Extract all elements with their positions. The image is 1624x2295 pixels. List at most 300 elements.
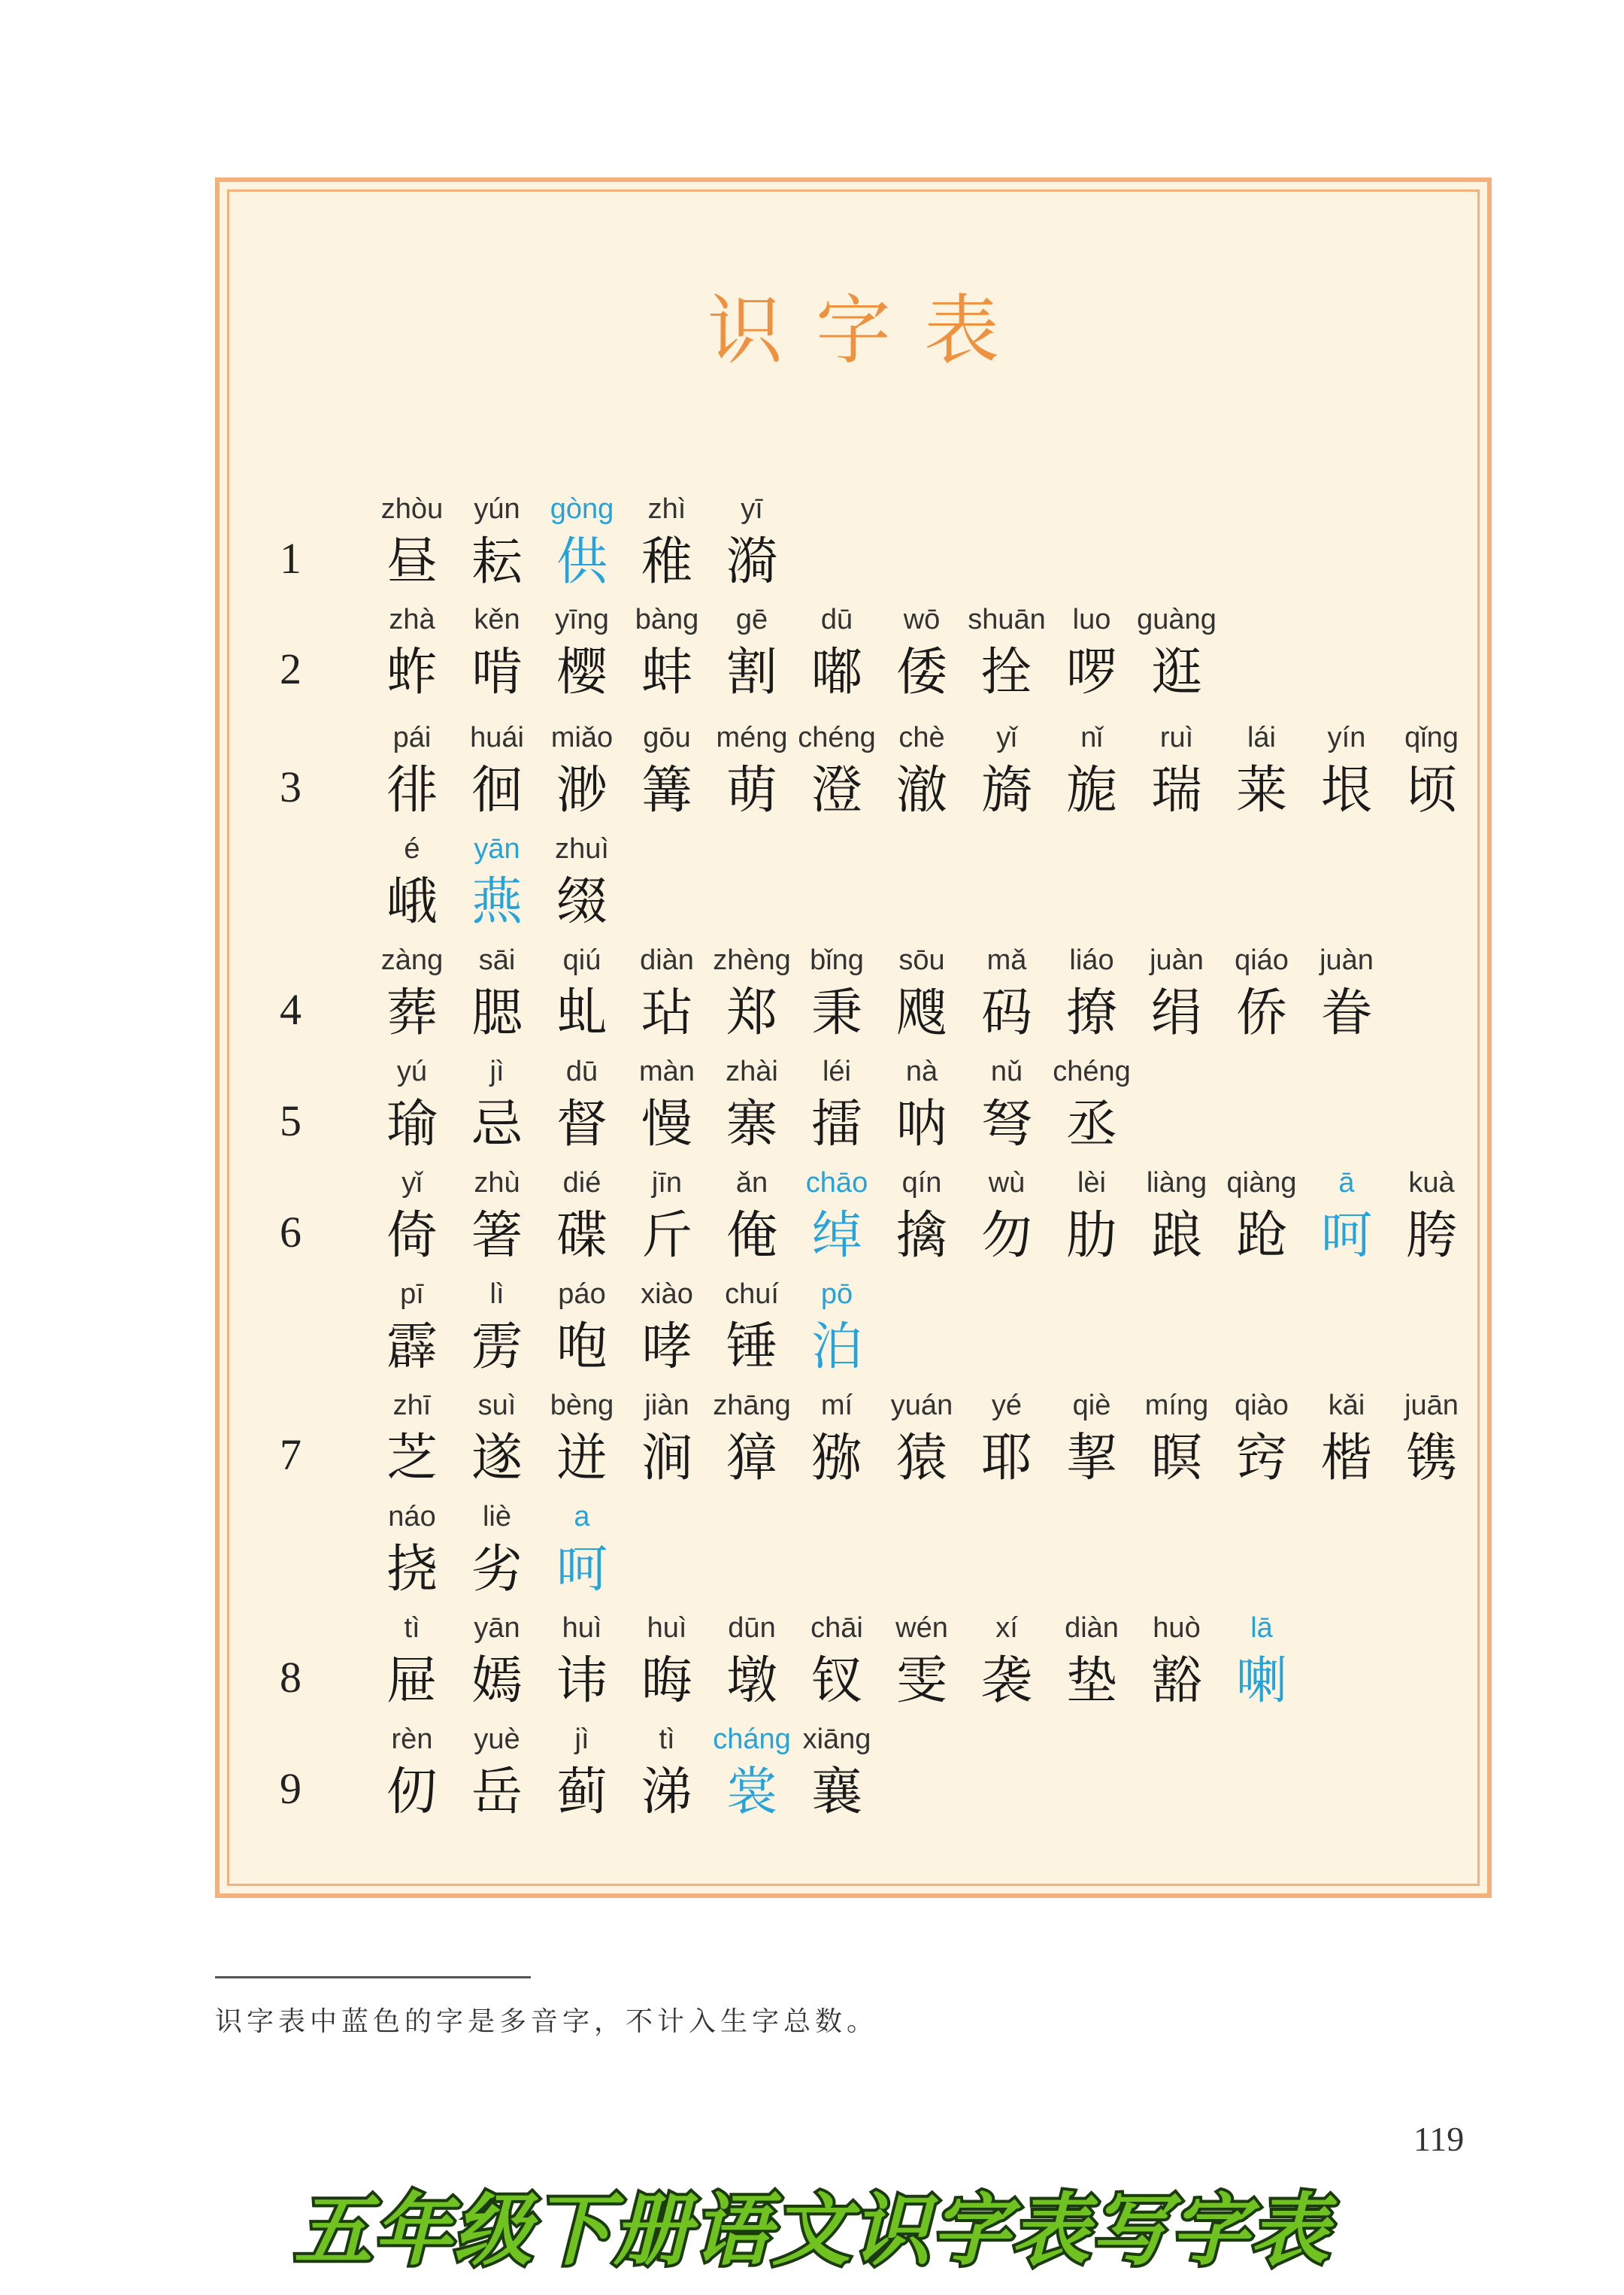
hanzi: 撩: [1065, 984, 1117, 1043]
hanzi: 拴: [980, 643, 1032, 702]
char-cell: [1389, 1387, 1474, 1492]
pinyin: jiàn: [644, 1390, 689, 1421]
hanzi: 跄: [1235, 1206, 1287, 1266]
char-row: [220, 1387, 1487, 1492]
char-cell: [795, 1164, 879, 1269]
pinyin: zhì: [647, 493, 686, 525]
char-row: [220, 1275, 1487, 1381]
hanzi: 窍: [1235, 1429, 1287, 1488]
char-cell: [795, 1053, 879, 1158]
pinyin: dū: [565, 1056, 598, 1087]
hanzi: 擂: [810, 1095, 862, 1154]
char-cell: [1050, 1053, 1134, 1158]
hanzi: 耶: [980, 1429, 1032, 1488]
char-cell: [625, 1609, 709, 1714]
char-cell: [965, 1609, 1049, 1714]
char-cell: [1050, 1164, 1134, 1269]
char-cell: [710, 490, 794, 596]
hanzi: 秉: [810, 984, 862, 1043]
char-cell: [795, 1720, 879, 1826]
char-cell: [965, 1387, 1049, 1492]
hanzi: 擒: [895, 1206, 947, 1266]
pinyin: sāi: [478, 944, 516, 976]
char-cell: [880, 1609, 964, 1714]
pinyin: mǎ: [986, 944, 1027, 976]
pinyin: chéng: [798, 722, 876, 753]
lesson-number: 5: [280, 1096, 301, 1145]
lesson-number: 3: [280, 762, 301, 811]
hanzi: 芝: [386, 1429, 438, 1488]
char-cell: [1135, 941, 1219, 1047]
pinyin: méng: [716, 722, 788, 753]
char-cell: [1220, 1609, 1304, 1714]
hanzi: 镌: [1405, 1429, 1457, 1488]
pinyin: luo: [1072, 604, 1111, 635]
lesson-number: 7: [280, 1430, 301, 1479]
pinyin: jì: [489, 1056, 504, 1087]
char-cell: [880, 601, 964, 706]
char-cell: [795, 601, 879, 706]
lesson-number: 6: [280, 1208, 301, 1257]
pinyin: zhèng: [713, 944, 791, 976]
hanzi: 眷: [1320, 984, 1372, 1043]
footnote-divider: [215, 1976, 531, 1978]
char-cell: [455, 1053, 539, 1158]
pinyin: yīng: [555, 604, 609, 635]
pinyin: zhī: [392, 1390, 432, 1421]
char-row: [220, 941, 1487, 1047]
hanzi: 倚: [386, 1206, 438, 1266]
pinyin: kǎi: [1328, 1390, 1365, 1421]
char-cell: [880, 941, 964, 1047]
char-cell: [710, 1609, 794, 1714]
hanzi: 讳: [556, 1651, 607, 1711]
hanzi: 墩: [726, 1651, 777, 1711]
char-cell: [370, 1053, 454, 1158]
pinyin: bàng: [635, 604, 699, 635]
char-cell: [540, 719, 624, 824]
pinyin: qiào: [1235, 1390, 1289, 1421]
pinyin: dūn: [728, 1612, 776, 1644]
hanzi: 绢: [1150, 984, 1202, 1043]
pinyin: tì: [659, 1724, 675, 1755]
char-cell: [370, 830, 454, 935]
hanzi: 蚱: [386, 643, 438, 702]
hanzi: 迸: [556, 1429, 607, 1488]
hanzi: 垠: [1320, 761, 1372, 820]
hanzi: 瑜: [386, 1095, 438, 1154]
char-cell: [1050, 1609, 1134, 1714]
char-cell: [710, 1053, 794, 1158]
hanzi: 钗: [810, 1651, 862, 1711]
char-cell: [370, 1275, 454, 1381]
char-cell: [880, 1053, 964, 1158]
char-row: [220, 490, 1487, 596]
pinyin: nǔ: [990, 1056, 1023, 1087]
pinyin: gōu: [643, 722, 691, 753]
pinyin: lì: [489, 1278, 504, 1310]
pinyin: màn: [639, 1056, 695, 1087]
pinyin: é: [404, 833, 420, 865]
hanzi: 飕: [895, 984, 947, 1043]
char-cell: [625, 941, 709, 1047]
hanzi: 涕: [641, 1763, 692, 1822]
hanzi: 寨: [726, 1095, 777, 1154]
pinyin: yān: [474, 1612, 520, 1644]
pinyin: zàng: [380, 944, 444, 976]
char-cell: [455, 601, 539, 706]
hanzi: 峨: [386, 872, 438, 932]
char-cell: [1135, 1387, 1219, 1492]
hanzi: 督: [556, 1095, 607, 1154]
char-cell: [965, 601, 1049, 706]
pinyin: rèn: [391, 1724, 433, 1755]
hanzi: 忌: [471, 1095, 523, 1154]
pinyin: zhài: [726, 1056, 778, 1087]
pinyin: xí: [995, 1612, 1018, 1644]
pinyin: ruì: [1159, 722, 1194, 753]
char-cell: [540, 1387, 624, 1492]
char-cell: [370, 719, 454, 824]
pinyin: yǐ: [996, 722, 1017, 753]
hanzi: 呵: [556, 1540, 607, 1599]
pinyin: chéng: [1053, 1056, 1131, 1087]
pinyin: juān: [1404, 1390, 1459, 1421]
hanzi: 倭: [895, 643, 947, 702]
hanzi: 渺: [556, 761, 607, 820]
pinyin: tì: [404, 1612, 420, 1644]
char-cell: [710, 601, 794, 706]
char-cell: [1304, 1164, 1389, 1269]
hanzi: 漪: [726, 532, 777, 592]
pinyin: qǐng: [1404, 722, 1459, 753]
hanzi: 徘: [386, 761, 438, 820]
char-cell: [965, 1164, 1049, 1269]
pinyin: kěn: [474, 604, 520, 635]
char-cell: [455, 1498, 539, 1603]
pinyin: nà: [905, 1056, 938, 1087]
char-cell: [795, 1387, 879, 1492]
char-cell: [370, 941, 454, 1047]
pinyin: ǎn: [735, 1167, 768, 1199]
pinyin: gē: [735, 604, 768, 635]
char-cell: [540, 830, 624, 935]
hanzi: 码: [980, 984, 1032, 1043]
pinyin: qiáo: [1235, 944, 1289, 976]
char-cell: [880, 1387, 964, 1492]
hanzi: 咆: [556, 1317, 607, 1377]
hanzi: 呐: [895, 1095, 947, 1154]
hanzi: 缀: [556, 872, 607, 932]
char-cell: [880, 719, 964, 824]
page-title: 识字表: [707, 286, 1032, 374]
pinyin: yé: [991, 1390, 1023, 1421]
hanzi: 襄: [810, 1763, 862, 1822]
char-cell: [1304, 1387, 1389, 1492]
char-row: [220, 830, 1487, 935]
pinyin: zhòu: [380, 493, 444, 525]
char-cell: [1304, 941, 1389, 1047]
pinyin: yín: [1327, 722, 1366, 753]
pinyin: kuà: [1408, 1167, 1455, 1199]
char-cell: [455, 1275, 539, 1381]
char-cell: [1050, 941, 1134, 1047]
pinyin: lèi: [1077, 1167, 1107, 1199]
hanzi: 澈: [895, 761, 947, 820]
char-cell: [1135, 1609, 1219, 1714]
character-table-panel: [215, 177, 1492, 1898]
char-cell: [1220, 719, 1304, 824]
char-cell: [795, 941, 879, 1047]
pinyin: yú: [396, 1056, 428, 1087]
pinyin: chāi: [810, 1612, 863, 1644]
char-row: [220, 1498, 1487, 1603]
pinyin: diàn: [1065, 1612, 1119, 1644]
hanzi: 瑞: [1150, 761, 1202, 820]
hanzi: 腮: [471, 984, 523, 1043]
lesson-number: 4: [280, 985, 301, 1034]
char-cell: [1220, 1164, 1304, 1269]
pinyin: a: [574, 1501, 590, 1533]
char-cell: [540, 1498, 624, 1603]
pinyin: chè: [898, 722, 945, 753]
hanzi: 挠: [386, 1540, 438, 1599]
char-cell: [540, 1275, 624, 1381]
char-cell: [1050, 601, 1134, 706]
pinyin: nǐ: [1080, 722, 1103, 753]
pinyin: diàn: [640, 944, 694, 976]
hanzi: 嘟: [810, 643, 862, 702]
char-cell: [455, 941, 539, 1047]
char-cell: [625, 1720, 709, 1826]
char-cell: [370, 601, 454, 706]
hanzi: 瞑: [1150, 1429, 1202, 1488]
char-cell: [625, 1164, 709, 1269]
hanzi: 侨: [1235, 984, 1287, 1043]
hanzi: 慢: [641, 1095, 692, 1154]
hanzi: 郑: [726, 984, 777, 1043]
hanzi: 劣: [471, 1540, 523, 1599]
char-cell: [710, 1164, 794, 1269]
char-cell: [625, 719, 709, 824]
pinyin: jì: [574, 1724, 589, 1755]
hanzi: 旖: [980, 761, 1032, 820]
pinyin: ā: [1338, 1167, 1355, 1199]
hanzi: 胯: [1405, 1206, 1457, 1266]
hanzi: 丞: [1065, 1095, 1117, 1154]
hanzi: 澄: [810, 761, 862, 820]
pinyin: náo: [388, 1501, 436, 1533]
pinyin: pī: [400, 1278, 424, 1310]
character-rows: [220, 182, 1487, 1893]
hanzi: 供: [556, 532, 607, 592]
hanzi: 泊: [810, 1317, 862, 1377]
char-cell: [1135, 719, 1219, 824]
char-cell: [540, 941, 624, 1047]
hanzi: 葬: [386, 984, 438, 1043]
pinyin: sōu: [898, 944, 945, 976]
hanzi: 晦: [641, 1651, 692, 1711]
hanzi: 喇: [1235, 1651, 1287, 1711]
pinyin: dū: [820, 604, 853, 635]
hanzi: 遂: [471, 1429, 523, 1488]
hanzi: 割: [726, 643, 777, 702]
char-cell: [370, 1720, 454, 1826]
hanzi: 耘: [471, 532, 523, 592]
char-cell: [795, 1275, 879, 1381]
char-cell: [965, 941, 1049, 1047]
char-cell: [710, 1720, 794, 1826]
pinyin: shuān: [968, 604, 1046, 635]
char-cell: [625, 490, 709, 596]
page-number: 119: [1413, 2120, 1465, 2158]
pinyin: yún: [474, 493, 520, 525]
pinyin: zhà: [389, 604, 435, 635]
hanzi: 豁: [1150, 1651, 1202, 1711]
char-cell: [1304, 719, 1389, 824]
pinyin: chāo: [805, 1167, 868, 1199]
char-cell: [1220, 941, 1304, 1047]
pinyin: liáo: [1069, 944, 1114, 976]
pinyin: liè: [482, 1501, 512, 1533]
pinyin: huò: [1153, 1612, 1201, 1644]
pinyin: xiāng: [802, 1724, 871, 1755]
char-cell: [1389, 1164, 1474, 1269]
pinyin: suì: [477, 1390, 517, 1421]
hanzi: 莱: [1235, 761, 1287, 820]
pinyin: zhù: [474, 1167, 520, 1199]
lesson-number: 2: [280, 644, 301, 693]
pinyin: lā: [1250, 1612, 1273, 1644]
hanzi: 稚: [641, 532, 692, 592]
hanzi: 昼: [386, 532, 438, 592]
char-cell: [1050, 1387, 1134, 1492]
pinyin: dié: [562, 1167, 601, 1199]
char-cell: [1050, 719, 1134, 824]
hanzi: 顷: [1405, 761, 1457, 820]
hanzi: 哮: [641, 1317, 692, 1377]
pinyin: guàng: [1137, 604, 1216, 635]
char-row: [220, 601, 1487, 706]
pinyin: wō: [903, 604, 941, 635]
pinyin: pō: [820, 1278, 853, 1310]
char-cell: [1389, 719, 1474, 824]
pinyin: mí: [820, 1390, 853, 1421]
hanzi: 斤: [641, 1206, 692, 1266]
char-cell: [1135, 1164, 1219, 1269]
hanzi: 霹: [386, 1317, 438, 1377]
hanzi: 箸: [471, 1206, 523, 1266]
char-cell: [455, 719, 539, 824]
char-cell: [965, 719, 1049, 824]
hanzi: 呵: [1320, 1206, 1372, 1266]
pinyin: zhuì: [555, 833, 609, 865]
pinyin: qín: [901, 1167, 942, 1199]
char-cell: [625, 601, 709, 706]
char-cell: [370, 1498, 454, 1603]
pinyin: páo: [558, 1278, 606, 1310]
pinyin: chuí: [725, 1278, 779, 1310]
hanzi: 嫣: [471, 1651, 523, 1711]
char-cell: [540, 1053, 624, 1158]
pinyin: qiè: [1072, 1390, 1111, 1421]
pinyin: yuè: [474, 1724, 520, 1755]
hanzi: 獐: [726, 1429, 777, 1488]
pinyin: qiú: [562, 944, 601, 976]
pinyin: liàng: [1146, 1167, 1207, 1199]
hanzi: 肋: [1065, 1206, 1117, 1266]
char-cell: [370, 1609, 454, 1714]
char-row: [220, 1609, 1487, 1714]
pinyin: bǐng: [810, 944, 864, 976]
pinyin: yǐ: [401, 1167, 423, 1199]
char-cell: [625, 1053, 709, 1158]
char-cell: [370, 1387, 454, 1492]
char-cell: [965, 1053, 1049, 1158]
pinyin: miǎo: [550, 722, 614, 753]
hanzi: 涧: [641, 1429, 692, 1488]
hanzi: 雯: [895, 1651, 947, 1711]
hanzi: 袭: [980, 1651, 1032, 1711]
hanzi: 弩: [980, 1095, 1032, 1154]
hanzi: 挈: [1065, 1429, 1117, 1488]
hanzi: 垫: [1065, 1651, 1117, 1711]
lesson-number: 9: [280, 1764, 301, 1813]
char-cell: [455, 830, 539, 935]
hanzi: 屉: [386, 1651, 438, 1711]
hanzi: 徊: [471, 761, 523, 820]
hanzi: 雳: [471, 1317, 523, 1377]
char-cell: [540, 601, 624, 706]
pinyin: yī: [741, 493, 763, 525]
hanzi: 篝: [641, 761, 692, 820]
char-cell: [540, 1164, 624, 1269]
pinyin: xiào: [641, 1278, 693, 1310]
hanzi: 猕: [810, 1429, 862, 1488]
pinyin: wù: [988, 1167, 1026, 1199]
pinyin: míng: [1144, 1390, 1209, 1421]
char-cell: [710, 941, 794, 1047]
char-cell: [710, 719, 794, 824]
pinyin: zhāng: [713, 1390, 791, 1421]
hanzi: 玷: [641, 984, 692, 1043]
char-cell: [880, 1164, 964, 1269]
hanzi: 锤: [726, 1317, 777, 1377]
pinyin: yuán: [890, 1390, 953, 1421]
char-cell: [455, 1164, 539, 1269]
char-cell: [1135, 601, 1219, 706]
pinyin: léi: [822, 1056, 852, 1087]
caption-banner: 五年级下册语文识字表写字表: [293, 2184, 1330, 2276]
lesson-number: 8: [280, 1653, 301, 1702]
char-cell: [540, 1720, 624, 1826]
pinyin: bèng: [550, 1390, 614, 1421]
char-cell: [370, 490, 454, 596]
pinyin: jīn: [651, 1167, 683, 1199]
hanzi: 猿: [895, 1429, 947, 1488]
hanzi: 踉: [1150, 1206, 1202, 1266]
hanzi: 楷: [1320, 1429, 1372, 1488]
pinyin: gòng: [550, 493, 614, 525]
char-cell: [455, 490, 539, 596]
hanzi: 裳: [726, 1763, 777, 1822]
char-cell: [795, 1609, 879, 1714]
char-cell: [455, 1387, 539, 1492]
hanzi: 绰: [810, 1206, 862, 1266]
char-cell: [455, 1720, 539, 1826]
pinyin: wén: [895, 1612, 948, 1644]
pinyin: huì: [647, 1612, 687, 1644]
